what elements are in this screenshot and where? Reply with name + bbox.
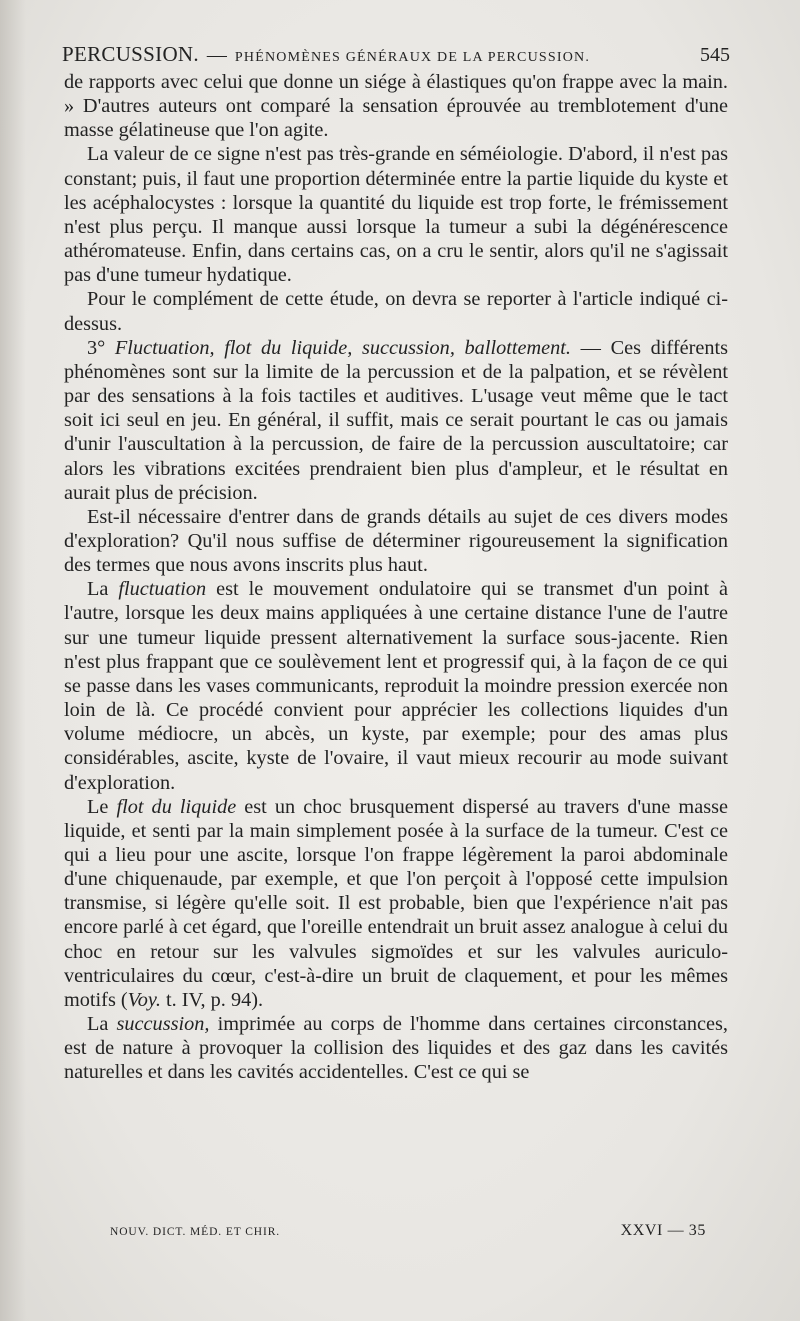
paragraph-7-start: Le — [87, 795, 109, 818]
paragraph-8-start: La — [87, 1013, 109, 1036]
page-footer — [110, 1222, 706, 1240]
paragraph-8-text: imprimée au corps de l'homme dans certaines circonstances, est de nature à provoquer la collision des liquides et des gaz dans les cavités naturelles et dans les cavités accidentelles. C'est ce qui se — [64, 1013, 728, 1084]
page-gutter-shadow — [0, 0, 26, 1321]
header-dash: — — [206, 44, 227, 66]
paragraph-1: de rapports avec celui que donne un siége à élastiques qu'on frappe avec la main. » D'autres auteurs ont comparé la sensation éprouvée au tremblotement d'une masse gélatineuse que l'on agite. — [64, 71, 728, 142]
section-number: 3° — [87, 336, 106, 359]
term-succussion: succussion, — [116, 1013, 210, 1036]
paragraph-7 — [64, 795, 728, 1012]
header-subtitle: PHÉNOMÈNES GÉNÉRAUX DE LA PERCUSSION. — [234, 50, 591, 65]
section-heading: Fluctuation, flot du liquide, succussion, ballottement. — [114, 336, 571, 359]
header-title: PERCUSSION. — [62, 42, 199, 66]
body-text — [64, 70, 728, 1085]
running-header — [62, 42, 730, 72]
paragraph-5: Est-il nécessaire d'entrer dans de grands détails au sujet de ces divers modes d'exploration? Qu'il nous suffise de déterminer rigoureusement la signification des termes que nous avons inscrits plus haut. — [64, 505, 728, 577]
paragraph-6-text: est le mouvement ondulatoire qui se transmet d'un point à l'autre, lorsque les deux mains appliquées à une certaine distance l'une de l'autre sur une tumeur liquide pressent alternativement la surface sous-jacente. Rien n'est plus frappant que ce soulèvement lent et progressif qui, à la façon de ce qui se passe dans les vases communicants, reproduit la moindre pression exercée non loin de là. Ce procédé convient pour apprécier les collections liquides d'un volume médiocre, un abcès, un kyste, par exemple; pour des amas plus considérables, ascite, kyste de l'ovaire, il vaut mieux recourir au mode suivant d'exploration. — [64, 578, 728, 794]
footer-signature: NOUV. DICT. MÉD. ET CHIR. — [110, 1226, 281, 1238]
paragraph-8 — [64, 1012, 728, 1084]
paragraph-6-start: La — [87, 578, 109, 601]
paragraph-3: Pour le complément de cette étude, on devra se reporter à l'article indiqué ci-dessus. — [64, 288, 728, 335]
paragraph-2: La valeur de ce signe n'est pas très-grande en séméiologie. D'abord, il n'est pas constant; puis, il faut une proportion déterminée entre la partie liquide du kyste et les acéphalocystes : lorsque la quantité du liquide est trop forte, le frémissement n'est plus perçu. Il manque aussi lorsque la tumeur a subi la dégénérescence athéromateuse. Enfin, dans certains cas, on a cru le sentir, alors qu'il ne s'agissait pas d'une tumeur hydatique. — [64, 143, 728, 287]
footer-sheet-number: XXVI — 35 — [620, 1222, 706, 1239]
paragraph-4-text: — Ces différents phénomènes sont sur la limite de la percussion et de la palpation, et se révèlent par des sensations à la fois tactiles et auditives. L'usage veut même que le tact soit ici seul en jeu. En général, il suffit, mais ce serait pourtant le cas ou jamais d'unir l'auscultation à la percussion, de faire de la percussion auscultatoire; car alors les vibrations excitées prendraient bien plus d'ampleur, et le résultat en aurait plus de précision. — [64, 336, 728, 504]
paragraph-4 — [64, 336, 728, 505]
term-flot-du-liquide: flot du liquide — [116, 795, 237, 818]
reference-tail: t. IV, p. 94). — [165, 988, 264, 1011]
paragraph-6 — [64, 577, 728, 794]
reference-voy: Voy. — [127, 988, 161, 1011]
page-number: 545 — [700, 44, 730, 66]
term-fluctuation: fluctuation — [118, 578, 207, 601]
paragraph-7-text: est un choc brusquement dispersé au travers d'une masse liquide, et senti par la main simplement posée à la surface de la tumeur. C'est ce qui a lieu pour une ascite, lorsque l'on frappe légèrement la paroi abdominale d'une chiquenaude, par exemple, et que l'on perçoit à l'opposé cette impulsion transmise, si légère qu'elle soit. Il est probable, bien que l'expérience n'ait pas encore parlé à cet égard, que l'oreille entendrait un bruit assez analogue à celui du choc en retour sur les valvules sigmoïdes et sur les valvules auriculo-ventriculaires du cœur, c'est-à-dire un bruit de claquement, et pour les mêmes motifs ( — [64, 795, 728, 1011]
